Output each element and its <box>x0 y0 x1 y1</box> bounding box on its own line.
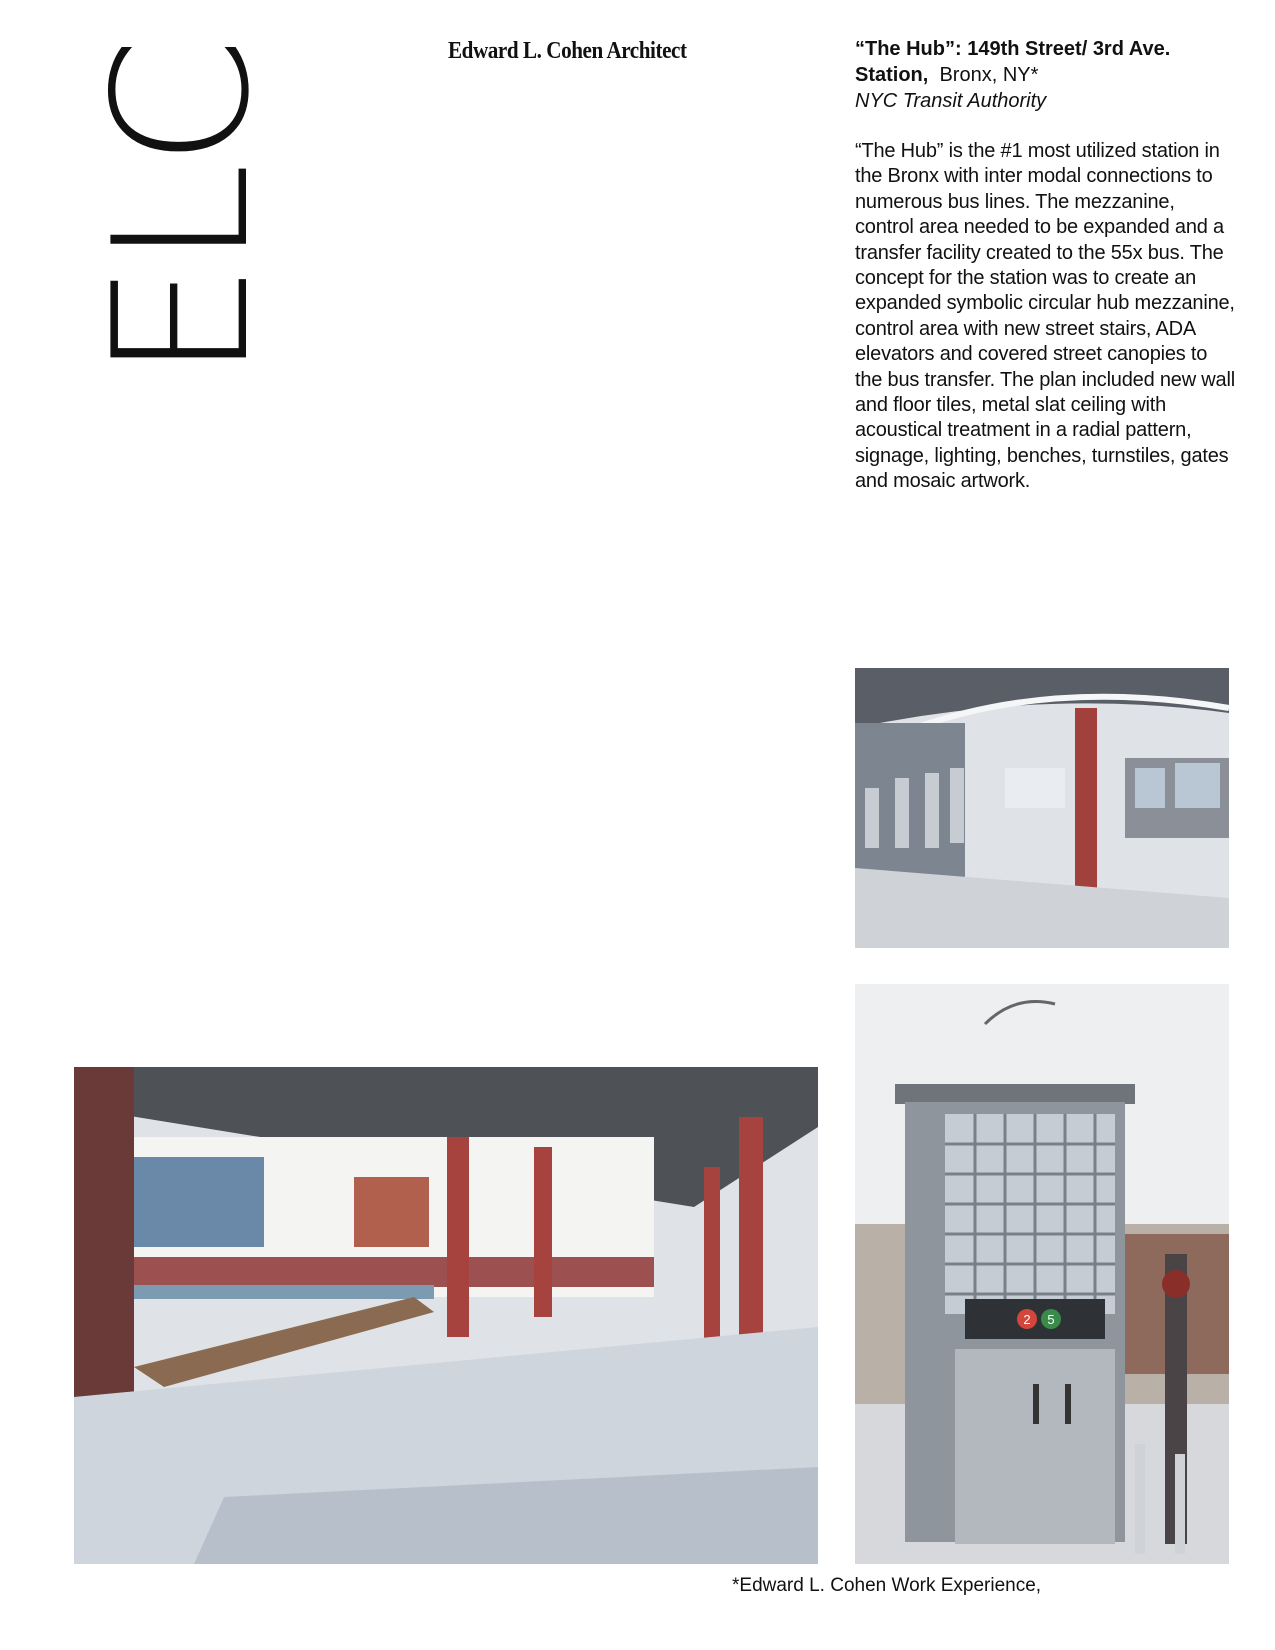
project-location: Bronx, NY* <box>939 64 1039 86</box>
route-2-label: 2 <box>1023 1312 1031 1327</box>
photo-platform <box>74 1067 818 1564</box>
photo-mezzanine <box>855 668 1229 948</box>
project-heading <box>855 36 1245 114</box>
project-client: NYC Transit Authority <box>855 90 1047 112</box>
project-description: “The Hub” is the #1 most utilized station in the Bronx with inter modal connections to numerous bus lines. The mezzanine, control area needed to be expanded and a transfer facility created to the 55x bus. The concept for the station was to create an expanded symbolic circular hub mezzanine, control area with new street stairs, ADA elevators and covered street canopies to the bus transfer. The plan included new wall and floor tiles, metal slat ceiling with acoustical treatment in a radial pattern, signage, lighting, benches, turnstiles, gates and mosaic artwork. <box>855 140 1235 493</box>
photo-elevator-tower <box>855 984 1229 1564</box>
project-title: “The Hub”: 149th Street/ 3rd Ave. Station, <box>855 38 1171 86</box>
elc-logo <box>73 28 290 408</box>
firm-name: Edward L. Cohen Architect <box>448 38 687 64</box>
logo-text: ELC <box>73 40 290 380</box>
route-5-label: 5 <box>1047 1312 1055 1327</box>
footnote: *Edward L. Cohen Work Experience, <box>732 1575 1042 1596</box>
